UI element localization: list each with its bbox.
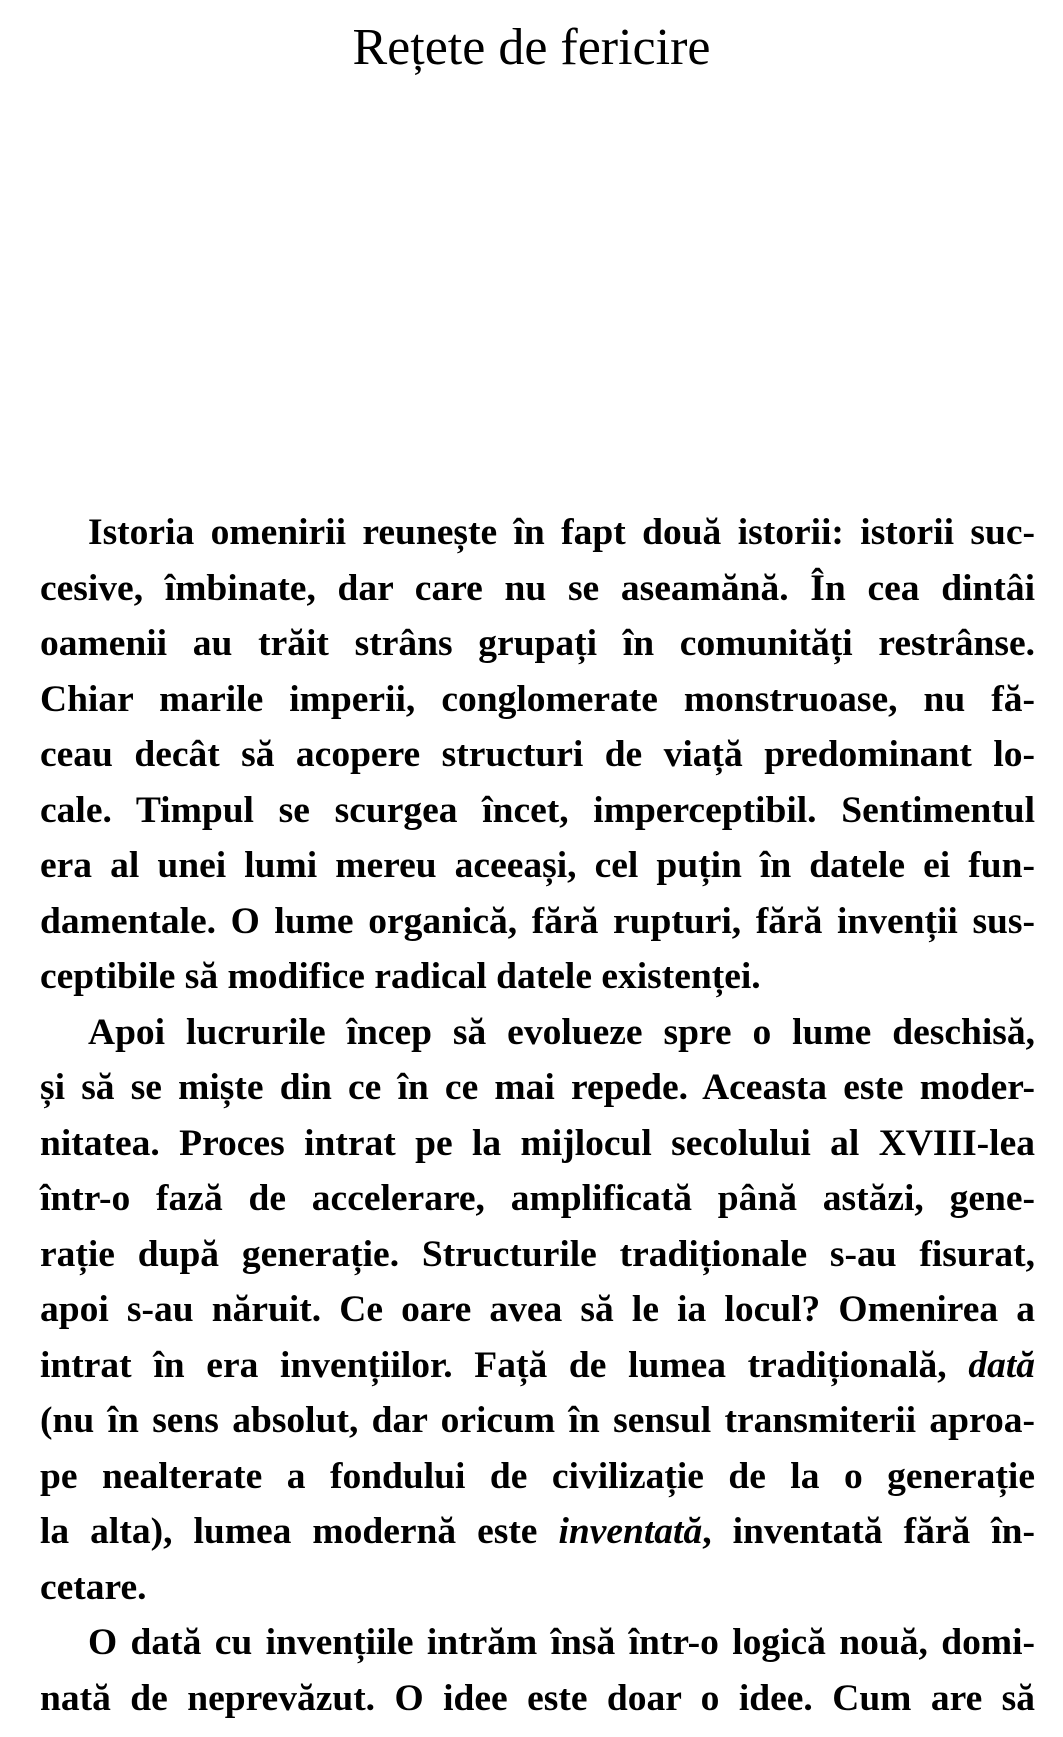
text-line xyxy=(40,505,1035,561)
text-segment: la alta), lumea modernă este xyxy=(40,1511,559,1552)
chapter-title: Rețete de fericire xyxy=(352,19,711,76)
body-text xyxy=(40,505,1035,1726)
text-line xyxy=(40,561,1035,617)
text-segment: O dată cu invențiile intrăm însă într-o logică nouă, domi- xyxy=(88,1622,1035,1663)
text-line xyxy=(40,1227,1035,1283)
text-line xyxy=(40,1060,1035,1116)
text-segment: oamenii au trăit strâns grupați în comunități restrânse. xyxy=(40,623,1035,664)
text-line xyxy=(40,672,1035,728)
text-line xyxy=(40,838,1035,894)
text-line xyxy=(40,1671,1035,1727)
text-segment: apoi s-au năruit. Ce oare avea să le ia locul? Omenirea a xyxy=(40,1289,1035,1330)
paragraph xyxy=(40,505,1035,1005)
text-segment: pe nealterate a fondului de civilizație de la o generație xyxy=(40,1455,1035,1497)
text-segment: într-o fază de accelerare, amplificată până astăzi, gene- xyxy=(40,1178,1035,1219)
text-line xyxy=(40,1560,1035,1616)
text-segment: rație după generație. Structurile tradiționale s-au fisurat, xyxy=(40,1233,1035,1275)
text-segment: nitatea. Proces intrat pe la mijlocul secolului al XVIII-lea xyxy=(40,1122,1035,1164)
text-line xyxy=(40,1449,1035,1505)
text-segment: Chiar marile imperii, conglomerate monstruoase, nu fă- xyxy=(40,678,1035,720)
text-line xyxy=(40,1338,1035,1394)
text-segment: Istoria omenirii reunește în fapt două istorii: istorii suc- xyxy=(88,512,1035,553)
text-line xyxy=(40,1393,1035,1449)
text-segment: și să se miște din ce în ce mai repede. Aceasta este moder- xyxy=(40,1067,1035,1108)
text-line xyxy=(40,1005,1035,1061)
text-line xyxy=(40,894,1035,950)
text-segment: cale. Timpul se scurgea încet, imperceptibil. Sentimentul xyxy=(40,789,1035,831)
text-line xyxy=(40,1282,1035,1338)
text-line xyxy=(40,1171,1035,1227)
text-line xyxy=(40,616,1035,672)
emphasized-word: inventată xyxy=(558,1511,703,1552)
text-segment: , inventată fără în- xyxy=(702,1511,1035,1552)
text-segment: nată de neprevăzut. O idee este doar o idee. Cum are să xyxy=(40,1677,1035,1719)
emphasized-word: dată xyxy=(968,1344,1035,1386)
text-segment: (nu în sens absolut, dar oricum în sensul transmiterii aproa- xyxy=(40,1400,1035,1441)
text-line xyxy=(40,783,1035,839)
text-segment: cetare. xyxy=(40,1566,147,1608)
text-segment: ceptibile să modifice radical datele existenței. xyxy=(40,956,761,997)
text-segment: intrat în era invențiilor. Față de lumea tradițională, xyxy=(40,1344,969,1386)
text-line xyxy=(40,1116,1035,1172)
text-line xyxy=(40,1504,1035,1560)
text-segment: era al unei lumi mereu aceeași, cel puțin în datele ei fun- xyxy=(40,845,1035,886)
paragraph xyxy=(40,1005,1035,1616)
text-line xyxy=(40,1615,1035,1671)
text-segment: damentale. O lume organică, fără rupturi, fără invenții sus- xyxy=(40,900,1035,942)
paragraph xyxy=(40,1615,1035,1726)
text-segment: Apoi lucrurile încep să evolueze spre o lume deschisă, xyxy=(88,1011,1035,1053)
text-line xyxy=(40,949,1035,1005)
text-segment: cesive, îmbinate, dar care nu se aseamănă. În cea dintâi xyxy=(40,567,1035,609)
text-segment: ceau decât să acopere structuri de viață predominant lo- xyxy=(40,734,1035,775)
text-line xyxy=(40,727,1035,783)
